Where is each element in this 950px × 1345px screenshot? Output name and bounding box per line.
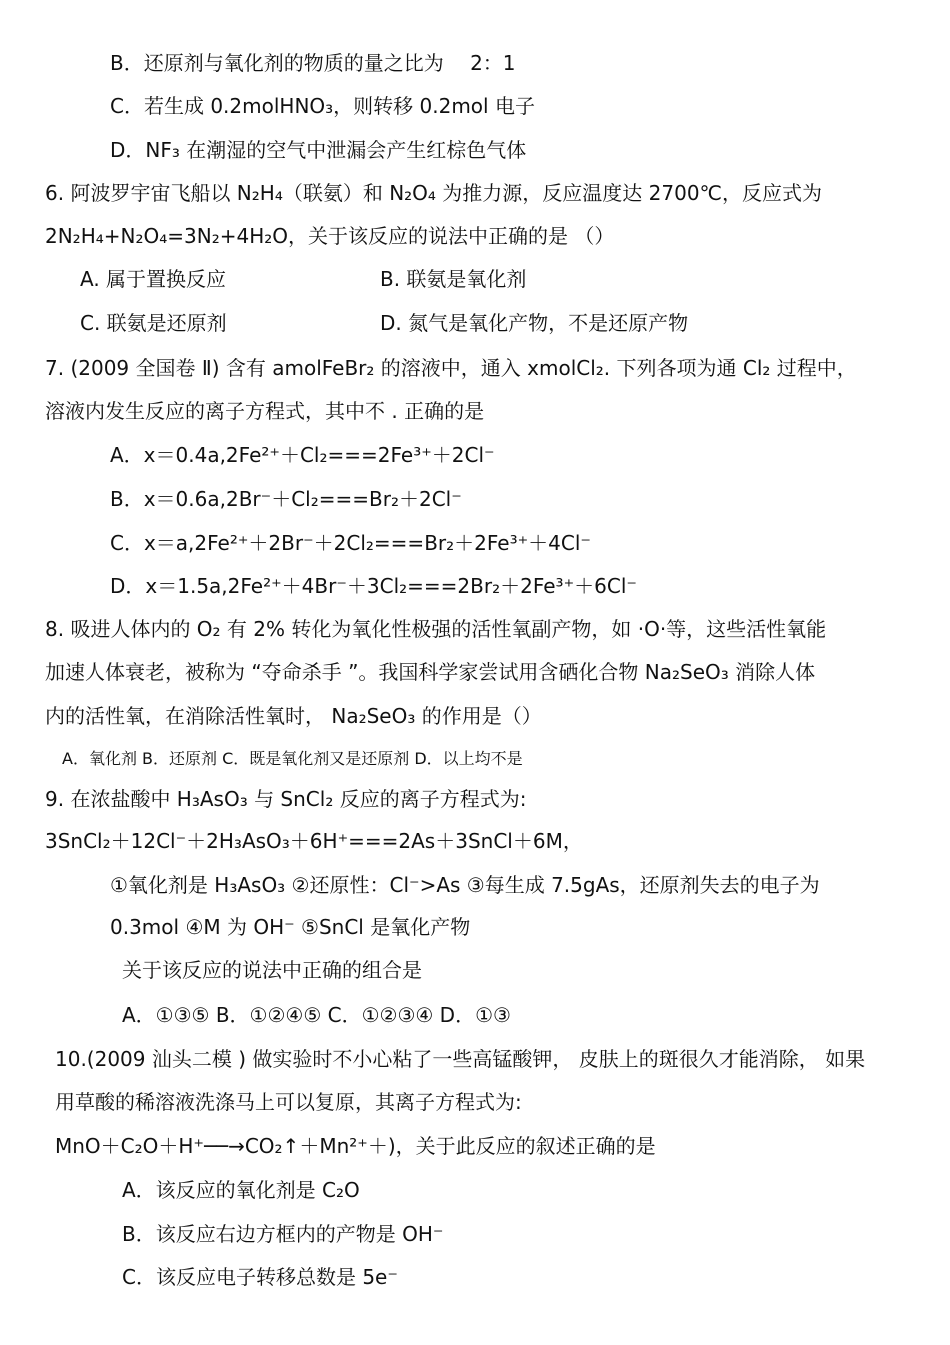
q7-stem-line-2: 溶液内发生反应的离子方程式，其中不 . 正确的是 bbox=[45, 399, 485, 423]
q5-option-c: C．若生成 0.2molHNO₃，则转移 0.2mol 电子 bbox=[110, 94, 535, 118]
q5-option-d: D．NF₃ 在潮湿的空气中泄漏会产生红棕色气体 bbox=[110, 138, 527, 162]
q8-stem-line-3: 内的活性氧，在消除活性氧时， Na₂SeO₃ 的作用是（） bbox=[45, 704, 542, 728]
q6-option-a: A. 属于置换反应 bbox=[80, 267, 227, 291]
q9-statements-line-1: ①氧化剂是 H₃AsO₃ ②还原性：Cl⁻>As ③每生成 7.5gAs，还原剂失去的电子为 bbox=[110, 873, 820, 897]
q7-option-d: D．x＝1.5a,2Fe²⁺＋4Br⁻＋3Cl₂===2Br₂＋2Fe³⁺＋6Cl⁻ bbox=[110, 574, 637, 598]
q6-option-c: C. 联氨是还原剂 bbox=[80, 311, 227, 335]
q9-stem-line-1: 9. 在浓盐酸中 H₃AsO₃ 与 SnCl₂ 反应的离子方程式为: bbox=[45, 787, 527, 811]
q6-option-d: D. 氮气是氧化产物，不是还原产物 bbox=[380, 311, 689, 335]
q10-option-c: C．该反应电子转移总数是 5e⁻ bbox=[122, 1265, 398, 1289]
q10-option-b: B．该反应右边方框内的产物是 OH⁻ bbox=[122, 1222, 444, 1246]
q10-stem-line-1: 10.(2009 汕头二模 ) 做实验时不小心粘了一些高锰酸钾， 皮肤上的斑很久才能消除， 如果 bbox=[55, 1047, 866, 1071]
q10-stem-line-2: 用草酸的稀溶液洗涤马上可以复原，其离子方程式为: bbox=[55, 1090, 522, 1114]
q9-prompt: 关于该反应的说法中正确的组合是 bbox=[122, 958, 422, 982]
q10-equation: MnO＋C₂O＋H⁺──→CO₂↑＋Mn²⁺＋)，关于此反应的叙述正确的是 bbox=[55, 1134, 656, 1158]
q9-equation: 3SnCl₂＋12Cl⁻＋2H₃AsO₃＋6H⁺===2As＋3SnCl＋6M， bbox=[45, 829, 583, 853]
q9-statements-line-2: 0.3mol ④M 为 OH⁻ ⑤SnCl 是氧化产物 bbox=[110, 915, 471, 939]
q9-options: A．①③⑤ B．①②④⑤ C．①②③④ D．①③ bbox=[122, 1003, 511, 1027]
q7-option-c: C．x＝a,2Fe²⁺＋2Br⁻＋2Cl₂===Br₂＋2Fe³⁺＋4Cl⁻ bbox=[110, 531, 591, 555]
q5-option-b: B．还原剂与氧化剂的物质的量之比为 2：1 bbox=[110, 51, 516, 75]
q8-options: A．氧化剂 B．还原剂 C．既是氧化剂又是还原剂 D．以上均不是 bbox=[62, 749, 523, 768]
q7-stem-line-1: 7. (2009 全国卷 Ⅱ) 含有 amolFeBr₂ 的溶液中，通入 xmolCl₂. 下列各项为通 Cl₂ 过程中， bbox=[45, 356, 857, 380]
q6-option-b: B. 联氨是氧化剂 bbox=[380, 267, 527, 291]
q7-option-b: B．x＝0.6a,2Br⁻＋Cl₂===Br₂＋2Cl⁻ bbox=[110, 487, 462, 511]
q10-option-a: A．该反应的氧化剂是 C₂O bbox=[122, 1178, 360, 1202]
q8-stem-line-2: 加速人体衰老，被称为 “夺命杀手 ”。我国科学家尝试用含硒化合物 Na₂SeO₃ 消除人体 bbox=[45, 660, 816, 684]
q6-stem-line-1: 6. 阿波罗宇宙飞船以 N₂H₄（联氨）和 N₂O₄ 为推力源，反应温度达 2700℃，反应式为 bbox=[45, 181, 823, 205]
q6-stem-line-2: 2N₂H₄+N₂O₄=3N₂+4H₂O，关于该反应的说法中正确的是 （） bbox=[45, 224, 615, 248]
q7-option-a: A．x＝0.4a,2Fe²⁺＋Cl₂===2Fe³⁺＋2Cl⁻ bbox=[110, 443, 495, 467]
q8-stem-line-1: 8. 吸进人体内的 O₂ 有 2% 转化为氧化性极强的活性氧副产物，如 ·O·等，这些活性氧能 bbox=[45, 617, 827, 641]
